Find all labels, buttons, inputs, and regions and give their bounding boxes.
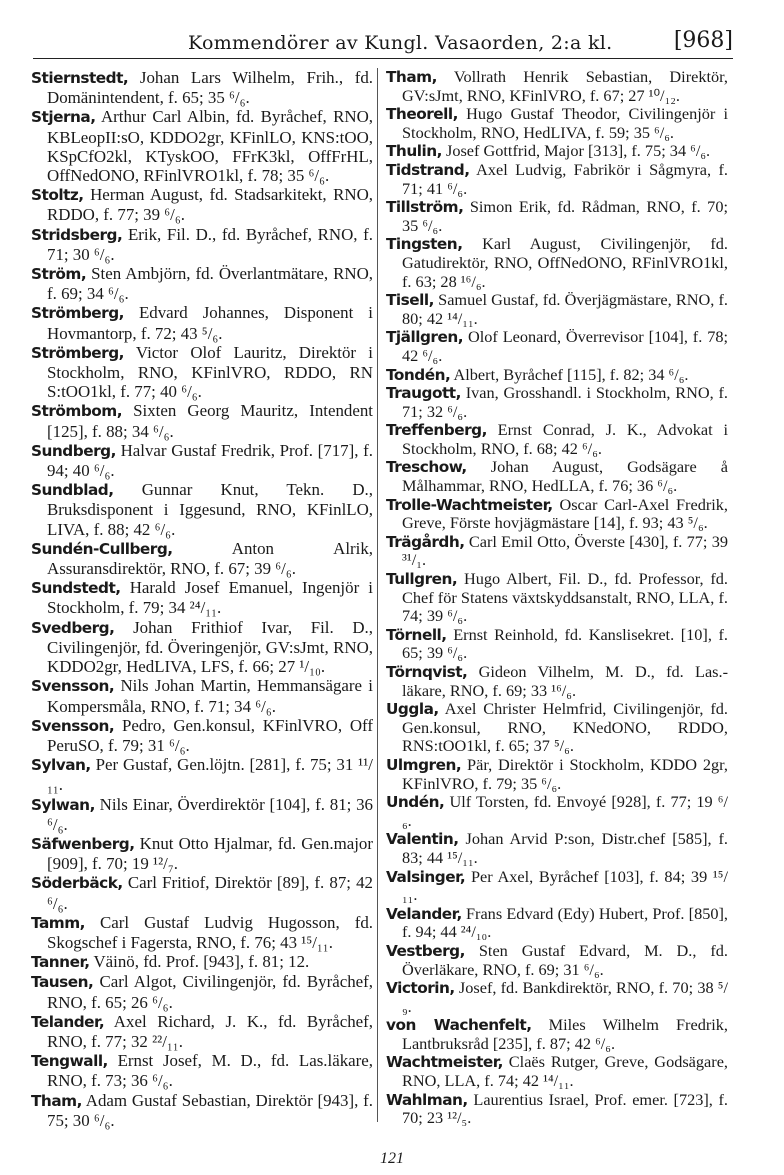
register-entry bbox=[386, 663, 728, 700]
entry-surname: Tausen, bbox=[31, 973, 94, 992]
entry-details: Knut Otto Hjalmar, fd. Gen.major [909], f. 70; 19 ¹²/₇. bbox=[47, 833, 373, 874]
register-entry bbox=[386, 905, 728, 942]
entry-surname: Treschow, bbox=[386, 458, 467, 477]
register-entry bbox=[386, 830, 728, 867]
entry-surname: Strömberg, bbox=[31, 304, 124, 323]
register-entry bbox=[386, 1016, 728, 1053]
entry-details: Carl Algot, Civilingenjör, fd. Byråchef, RNO, f. 65; 26 ⁶/₆. bbox=[47, 972, 373, 1012]
register-entry bbox=[386, 328, 728, 365]
entry-surname: Sundblad, bbox=[31, 481, 114, 500]
entry-details: Ivan, Grosshandl. i Stockholm, RNO, f. 71; 32 ⁶/₆. bbox=[402, 383, 728, 421]
entry-surname: Uggla, bbox=[386, 700, 439, 719]
entry-details: Gunnar Knut, Tekn. D., Bruksdisponent i Iggesund, RNO, KFinlLO, LIVA, f. 88; 42 ⁶/₆. bbox=[47, 480, 373, 539]
entry-details: Edvard Johannes, Disponent i Hovmantorp, f. 72; 43 ⁵/₆. bbox=[47, 303, 373, 343]
register-entry bbox=[31, 401, 373, 440]
entry-details: Vollrath Henrik Sebastian, Direktör, GV:sJmt, RNO, KFinlVRO, f. 67; 27 ¹⁰/₁₂. bbox=[402, 67, 728, 105]
entry-surname: Svensson, bbox=[31, 716, 115, 735]
entry-surname: Velander, bbox=[386, 904, 462, 923]
register-entry bbox=[386, 570, 728, 626]
register-entry bbox=[386, 366, 728, 385]
entry-details: Carl Emil Otto, Överste [430], f. 77; 39 ³¹/₁. bbox=[402, 531, 728, 570]
entry-details: Halvar Gustaf Fredrik, Prof. [717], f. 94; 40 ⁶/₆. bbox=[47, 440, 373, 481]
entry-details: Anton Alrik, Assuransdirektör, RNO, f. 67; 39 ⁶/₆. bbox=[47, 538, 373, 579]
register-entry bbox=[31, 68, 373, 107]
entry-surname: Undén, bbox=[386, 793, 445, 812]
entry-details: Nils Johan Martin, Hemmansägare i Kompersmåla, RNO, f. 71; 34 ⁶/₆. bbox=[47, 676, 373, 716]
entry-details: Pedro, Gen.konsul, KFinlVRO, Off PeruSO, f. 79; 31 ⁶/₆. bbox=[47, 715, 373, 755]
entry-surname: Tamm, bbox=[31, 913, 85, 932]
entry-surname: Törnell, bbox=[386, 625, 447, 644]
entry-surname: Wahlman, bbox=[386, 1090, 468, 1109]
register-entry bbox=[386, 1091, 728, 1128]
entry-surname: Thulin, bbox=[386, 142, 442, 161]
entry-surname: Valentin, bbox=[386, 830, 459, 849]
register-entry bbox=[31, 539, 373, 578]
entry-details: Sten Gustaf Edvard, M. D., fd. Överläkare, RNO, f. 69; 31 ⁶/₆. bbox=[402, 940, 728, 979]
register-entry bbox=[31, 716, 373, 755]
register-entry bbox=[386, 793, 728, 830]
entry-surname: Tisell, bbox=[386, 291, 434, 310]
register-entry bbox=[31, 676, 373, 715]
register-entry bbox=[31, 303, 373, 342]
entry-surname: Ström, bbox=[31, 265, 87, 284]
register-entry bbox=[386, 291, 728, 328]
entry-details: Johan August, Godsägare å Målhammar, RNO, HedLLA, f. 76; 36 ⁶/₆. bbox=[402, 457, 728, 496]
register-entry bbox=[31, 952, 373, 972]
entry-details: Axel Ludvig, Fabrikör i Sågmyra, f. 71; 41 ⁶/₆. bbox=[402, 159, 728, 198]
entry-surname: Törnqvist, bbox=[386, 663, 468, 681]
entry-details: Gideon Vilhelm, M. D., fd. Las.-läkare, RNO, f. 69; 33 ¹⁶/₆. bbox=[402, 662, 728, 700]
entry-details: Carl Gustaf Ludvig Hugosson, fd. Skogschef i Fagersta, RNO, f. 76; 43 ¹⁵/₁₁. bbox=[47, 912, 373, 952]
entry-surname: Sundberg, bbox=[31, 441, 116, 460]
entry-details: Josef Gottfrid, Major [313], f. 75; 34 ⁶/₆. bbox=[441, 141, 711, 161]
entry-details: Sten Ambjörn, fd. Överlantmätare, RNO, f. 69; 34 ⁶/₆. bbox=[47, 264, 373, 304]
register-entry bbox=[31, 441, 373, 480]
entry-details: Oscar Carl-Axel Fredrik, Greve, Förste hovjägmästare [14], f. 93; 43 ⁵/₆. bbox=[402, 494, 728, 533]
entry-surname: Tanner, bbox=[31, 953, 90, 972]
register-entry bbox=[31, 1012, 373, 1051]
entry-surname: Tullgren, bbox=[386, 570, 458, 589]
entry-details: Claës Rutger, Greve, Godsägare, RNO, LLA, f. 74; 42 ¹⁴/₁₁. bbox=[402, 1052, 728, 1091]
entry-surname: Sylvan, bbox=[31, 756, 91, 775]
page-title: Kommendörer av Kungl. Vasaorden, 2:a kl. bbox=[188, 32, 613, 54]
entry-surname: Stridsberg, bbox=[31, 225, 123, 244]
register-entry bbox=[31, 873, 373, 912]
entry-details: Victor Olof Lauritz, Direktör i Stockholm, RNO, KFinlVRO, RDDO, RN S:tOO1kl, f. 77; 40 ⁶/₆. bbox=[47, 342, 373, 402]
register-entry bbox=[386, 198, 728, 235]
entry-surname: Treffenberg, bbox=[386, 421, 487, 440]
entry-surname: Strömbom, bbox=[31, 402, 123, 421]
entry-details: Herman August, fd. Stadsarkitekt, RNO, RDDO, f. 77; 39 ⁶/₆. bbox=[47, 185, 373, 225]
entry-surname: Valsinger, bbox=[386, 867, 466, 886]
entry-surname: Sundstedt, bbox=[31, 579, 121, 598]
entry-surname: Telander, bbox=[31, 1012, 105, 1031]
entry-details: Axel Christer Helmfrid, Civilingenjör, fd. Gen.konsul, RNO, KNedONO, RDDO, RNS:tOO1kl, f. 65; 37 ⁵/₆. bbox=[402, 699, 728, 756]
register-entry bbox=[31, 618, 373, 677]
entry-details: Per Axel, Byråchef [103], f. 84; 39 ¹⁵/₁₁. bbox=[402, 866, 728, 905]
register-entry bbox=[386, 1053, 728, 1090]
register-entry bbox=[386, 979, 728, 1016]
entry-surname: Theorell, bbox=[386, 105, 458, 124]
entry-details: Miles Wilhelm Fredrik, Lantbruksråd [235], f. 87; 42 ⁶/₆. bbox=[402, 1015, 729, 1053]
register-entry bbox=[31, 480, 373, 539]
entry-surname: Tidstrand, bbox=[386, 160, 470, 179]
entry-surname: Wachtmeister, bbox=[386, 1053, 503, 1072]
entry-surname: Stoltz, bbox=[31, 186, 84, 205]
entry-details: Sixten Georg Mauritz, Intendent [125], f. 88; 34 ⁶/₆. bbox=[47, 401, 373, 441]
entry-surname: Säfwenberg, bbox=[31, 834, 135, 853]
register-entry bbox=[31, 755, 373, 794]
page-number: 121 bbox=[380, 1150, 404, 1167]
entry-details: Simon Erik, fd. Rådman, RNO, f. 70; 35 ⁶/₆. bbox=[402, 197, 728, 235]
entry-surname: von Wachenfelt, bbox=[386, 1016, 532, 1035]
register-entry bbox=[386, 384, 728, 421]
entry-surname: Tjällgren, bbox=[386, 328, 464, 347]
register-entry bbox=[386, 533, 728, 570]
entry-details: Nils Einar, Överdirektör [104], f. 81; 36 ⁶/₆. bbox=[47, 794, 373, 834]
entry-details: Frans Edvard (Edy) Hubert, Prof. [850], f. 94; 44 ²⁴/₁₀. bbox=[402, 903, 728, 942]
entry-surname: Vestberg, bbox=[386, 941, 465, 960]
entry-surname: Söderbäck, bbox=[31, 874, 123, 893]
register-entry bbox=[386, 626, 728, 663]
entry-details: Laurentius Israel, Prof. emer. [723], f. 70; 23 ¹²/₅. bbox=[402, 1089, 728, 1128]
entry-details: Albert, Byråchef [115], f. 82; 34 ⁶/₆. bbox=[450, 364, 689, 384]
register-entry bbox=[31, 185, 373, 224]
entry-details: Harald Josef Emanuel, Ingenjör i Stockholm, f. 79; 34 ²⁴/₁₁. bbox=[47, 578, 373, 618]
entry-surname: Tham, bbox=[386, 68, 437, 86]
entry-details: Ernst Reinhold, fd. Kanslisekret. [10], f. 65; 39 ⁶/₆. bbox=[402, 624, 728, 663]
register-entry bbox=[31, 795, 373, 834]
register-entry bbox=[386, 756, 728, 793]
register-entry bbox=[386, 458, 728, 495]
entry-surname: Ulmgren, bbox=[386, 755, 462, 774]
entry-details: Hugo Gustaf Theodor, Civilingenjör i Stockholm, RNO, HedLIVA, f. 59; 35 ⁶/₆. bbox=[402, 104, 728, 142]
entry-surname: Tondén, bbox=[386, 365, 451, 384]
entry-surname: Sundén-Cullberg, bbox=[31, 539, 173, 558]
register-entry bbox=[386, 105, 728, 142]
entry-surname: Svedberg, bbox=[31, 618, 115, 637]
entry-details: Adam Gustaf Sebastian, Direktör [943], f. 75; 30 ⁶/₆. bbox=[47, 1090, 373, 1130]
register-entry bbox=[31, 225, 373, 264]
register-entry bbox=[31, 834, 373, 873]
entry-details: Ulf Torsten, fd. Envoyé [928], f. 77; 19 ⁶/₆. bbox=[402, 792, 728, 830]
entry-surname: Strömberg, bbox=[31, 343, 124, 362]
entry-surname: Stjerna, bbox=[31, 108, 96, 127]
entry-details: Johan Frithiof Ivar, Fil. D., Civilingenjör, fd. Överingenjör, GV:sJmt, RNO, KDDO2gr, HedLIVA, LFS, f. 66; 27 ¹/₁₀. bbox=[47, 617, 373, 677]
entry-details: Josef, fd. Bankdirektör, RNO, f. 70; 38 ⁵/₉. bbox=[402, 978, 728, 1016]
entry-details: Samuel Gustaf, fd. Överjägmästare, RNO, f. 80; 42 ¹⁴/₁₁. bbox=[402, 290, 728, 328]
entry-details: Pär, Direktör i Stockholm, KDDO 2gr, KFinlVRO, f. 79; 35 ⁶/₆. bbox=[402, 754, 728, 793]
entry-details: Ernst Josef, M. D., fd. Las.läkare, RNO, f. 73; 36 ⁶/₆. bbox=[47, 1051, 373, 1091]
register-entry bbox=[386, 942, 728, 979]
entry-surname: Victorin, bbox=[386, 979, 455, 998]
entry-details: Karl August, Civilingenjör, fd. Gatudirektör, RNO, OffNedONO, RFinlVRO1kl, f. 63; 28 ¹⁶/₆. bbox=[402, 234, 728, 291]
entry-details: Erik, Fil. D., fd. Byråchef, RNO, f. 71; 30 ⁶/₆. bbox=[47, 224, 373, 264]
entry-details: Axel Richard, J. K., fd. Byråchef, RNO, f. 77; 32 ²²/₁₁. bbox=[47, 1011, 373, 1051]
left-column bbox=[31, 68, 373, 1130]
entry-details: Arthur Carl Albin, fd. Byråchef, RNO, KBLeopII:sO, KDDO2gr, KFinlLO, KNS:tOO, KSpCfO2kl, KTyskOO, FFrK3kl, OffFrHL, OffNedONO, RFinlVRO1kl, f. 78; 35 ⁶/₆. bbox=[47, 107, 373, 186]
register-entry bbox=[386, 68, 728, 105]
register-entry bbox=[31, 578, 373, 617]
entry-surname: Stiernstedt, bbox=[31, 69, 129, 87]
entry-surname: Sylwan, bbox=[31, 795, 95, 814]
entry-surname: Trägårdh, bbox=[386, 532, 465, 551]
page-reference: [968] bbox=[673, 28, 733, 53]
entry-surname: Tingsten, bbox=[386, 235, 463, 254]
entry-surname: Svensson, bbox=[31, 677, 115, 696]
register-entry bbox=[386, 421, 728, 458]
register-entry bbox=[31, 1051, 373, 1090]
register-entry bbox=[386, 700, 728, 756]
page-header bbox=[33, 28, 733, 59]
register-entry bbox=[386, 868, 728, 905]
register-entry bbox=[31, 913, 373, 952]
entry-details: Ernst Conrad, J. K., Advokat i Stockholm, RNO, f. 68; 42 ⁶/₆. bbox=[402, 420, 728, 458]
entry-surname: Trolle-Wachtmeister, bbox=[386, 495, 553, 514]
register-entry bbox=[386, 161, 728, 198]
entry-details: Johan Arvid P:son, Distr.chef [585], f. 83; 44 ¹⁵/₁₁. bbox=[402, 829, 728, 867]
right-column bbox=[386, 68, 728, 1128]
register-entry bbox=[31, 107, 373, 185]
register-entry bbox=[386, 235, 728, 291]
entry-details: Per Gustaf, Gen.löjtn. [281], f. 75; 31 ¹¹/₁₁. bbox=[47, 755, 373, 795]
entry-details: Olof Leonard, Överrevisor [104], f. 78; 42 ⁶/₆. bbox=[402, 327, 728, 365]
register-entry bbox=[31, 343, 373, 402]
entry-surname: Tillström, bbox=[386, 198, 464, 217]
column-divider bbox=[377, 68, 378, 1122]
register-entry bbox=[386, 496, 728, 533]
entry-details: Johan Lars Wilhelm, Frih., fd. Domänintendent, f. 65; 35 ⁶/₆. bbox=[47, 68, 373, 108]
register-entry bbox=[31, 1091, 373, 1130]
entry-details: Väinö, fd. Prof. [943], f. 81; 12. bbox=[89, 952, 310, 972]
entry-surname: Tham, bbox=[31, 1091, 82, 1110]
register-entry bbox=[386, 142, 728, 161]
entry-surname: Tengwall, bbox=[31, 1052, 108, 1071]
entry-details: Hugo Albert, Fil. D., fd. Professor, fd. Chef för Statens växtskyddsanstalt, RNO, LLA, f. 74; 39 ⁶/₆. bbox=[402, 569, 728, 626]
entry-surname: Traugott, bbox=[386, 384, 461, 403]
register-entry bbox=[31, 972, 373, 1011]
register-entry bbox=[31, 264, 373, 303]
entry-details: Carl Fritiof, Direktör [89], f. 87; 42 ⁶/₆. bbox=[47, 873, 373, 913]
